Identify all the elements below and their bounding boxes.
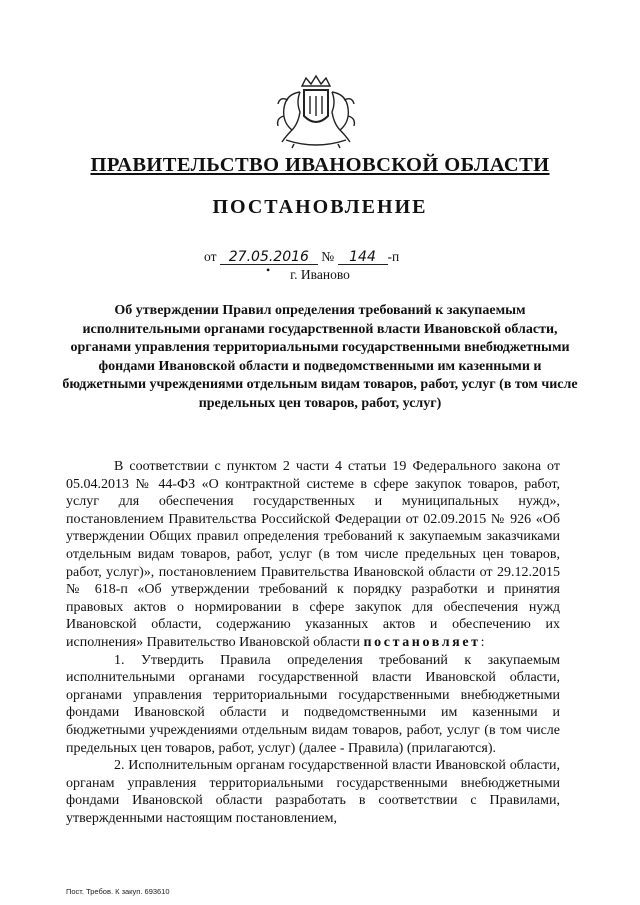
document-subject: Об утверждении Правил определения требований к закупаемым исполнительными органами государственной власти Ивановской области, органами управления территориальными государственными внебюджетными фондами Ивановской области и подведомственными им казенными и бюджетными учреждениями отдельным видам товаров, работ, услуг (в том числе предельных цен товаров, работ, услуг) [62, 303, 578, 411]
resolves-word: постановляет [363, 634, 481, 650]
document-meta [204, 249, 399, 265]
number-suffix: -п [387, 249, 400, 264]
coat-of-arms-icon [270, 72, 362, 152]
number-label: № [321, 249, 335, 264]
place-text: г. Иваново [290, 267, 350, 282]
preamble-text: В соответствии с пунктом 2 части 4 статьи 19 Федерального закона от 05.04.2013 № 44-ФЗ «О контрактной системе в сфере закупок товаров, работ, услуг для обеспечения государственных и муниципальных нужд», постановлением Правительства Российской Федерации от 02.09.2015 № 926 «Об утверждении Общих правил определения требований к закупаемым заказчиками отдельным видам товаров, работ, услуг (в том числе предельных цен товаров, работ, услуг)», постановлением Правительства Ивановской области от 29.12.2015 № 618-п «Об утверждении требований к порядку разработки и принятия правовых актов о нормировании в сфере закупок для обеспечения нужд Ивановской области, содержанию указанных актов и обеспечению их исполнения» Правительство Ивановской области [66, 459, 560, 650]
paragraph-item-2: 2. Исполнительным органам государственной власти Ивановской области, органам управления территориальными государственными внебюджетными фондами Ивановской области разработать в соответствии с Правилами, утвержденными настоящим постановлением, [66, 758, 560, 826]
paragraph-item-1: 1. Утвердить Правила определения требований к закупаемым исполнительными органами государственной власти Ивановской области, органами управления территориальными государственными внебюджетными фондами Ивановской области и подведомственными им казенными и бюджетными учреждениями отдельным видам товаров, работ, услуг (в том числе предельных цен товаров, работ, услуг) (далее - Правила) (прилагаются). [66, 652, 560, 756]
preamble-colon: : [480, 634, 485, 650]
document-type: ПОСТАНОВЛЕНИЕ [212, 196, 428, 218]
document-number: 144 [338, 250, 388, 265]
org-title: ПРАВИТЕЛЬСТВО ИВАНОВСКОЙ ОБЛАСТИ [90, 154, 550, 176]
from-label: от [204, 249, 217, 264]
document-body [66, 458, 560, 827]
place-of-issue [0, 263, 640, 283]
bullet-mark: • [266, 263, 271, 277]
footer-reference: Пост. Требов. К закуп. 693610 [66, 887, 170, 896]
document-date: 27.05.2016 [220, 250, 318, 265]
paragraph-preamble [66, 458, 560, 652]
